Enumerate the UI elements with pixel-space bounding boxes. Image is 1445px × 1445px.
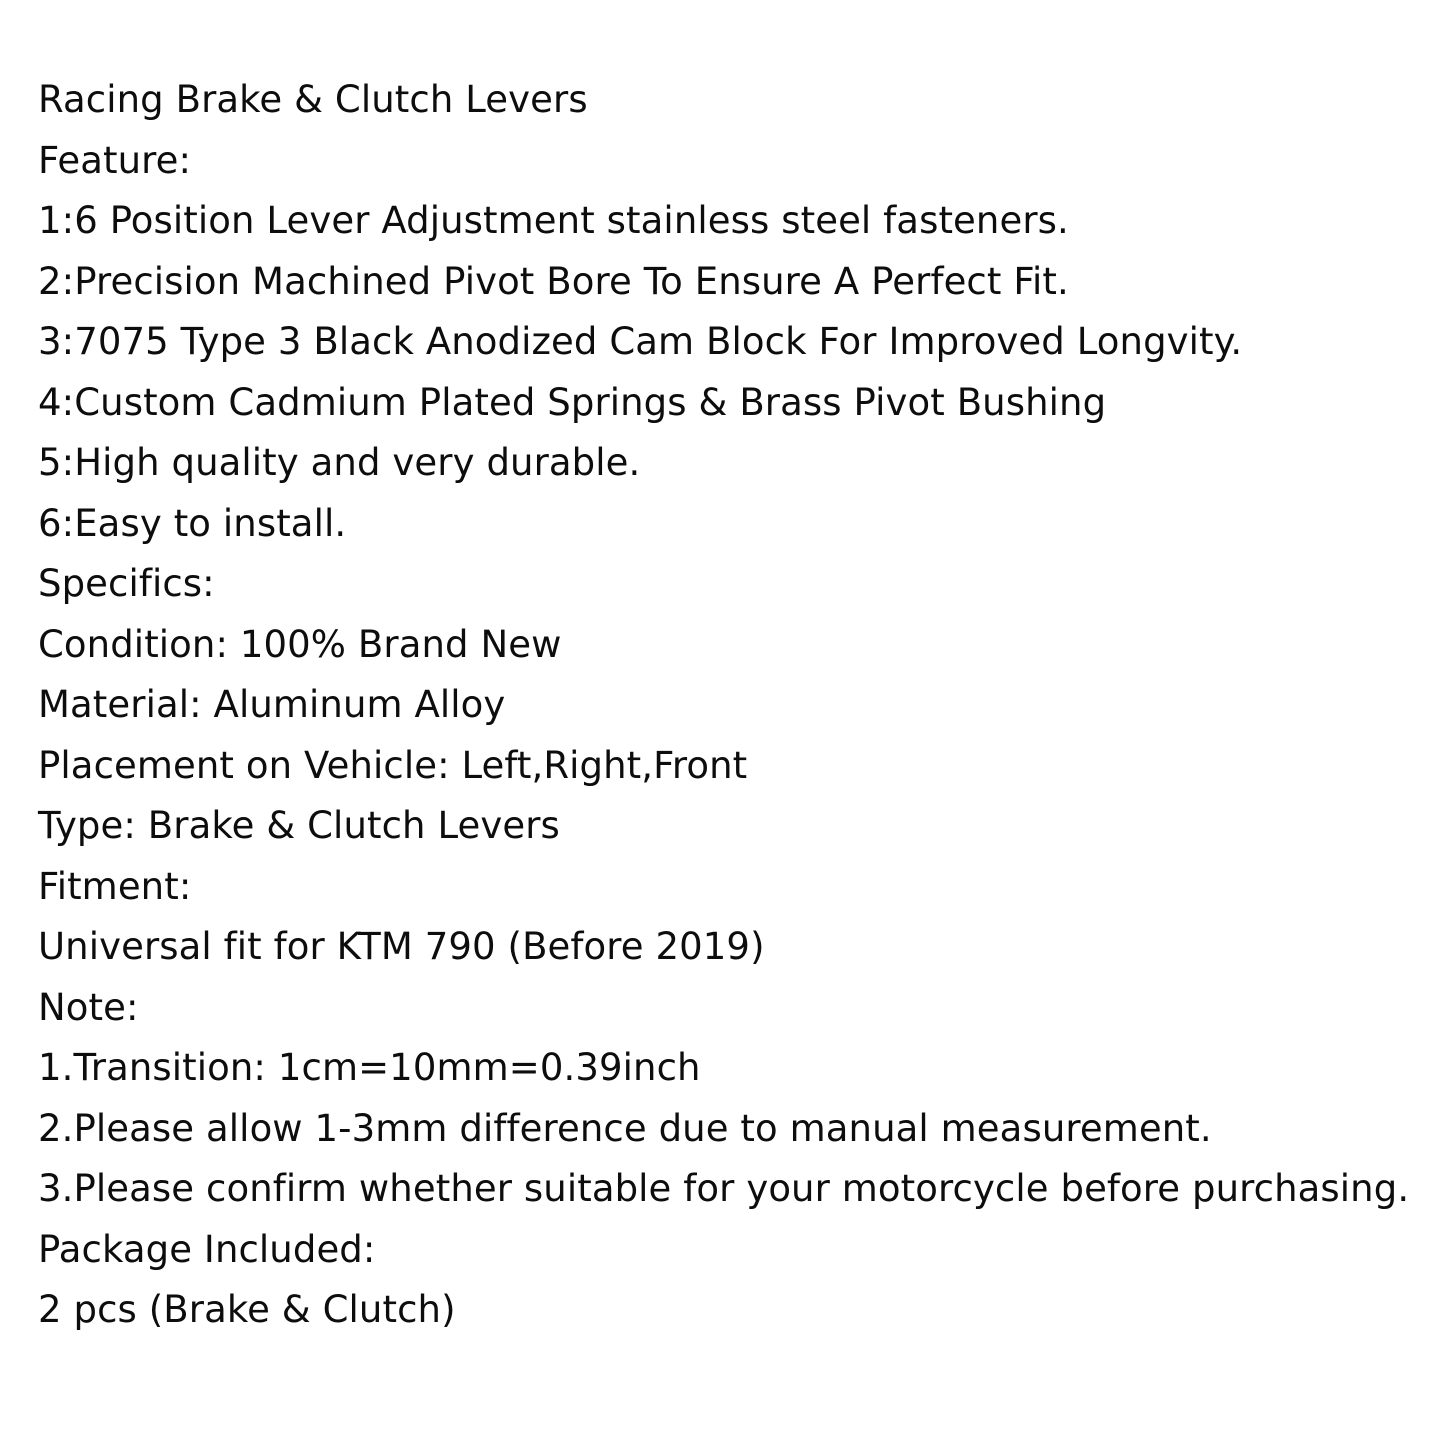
specifics-heading: Specifics: [38, 562, 215, 605]
description-text-block [38, 70, 1410, 1341]
feature-heading: Feature: [38, 138, 192, 182]
feature-item-2: 2:Precision Machined Pivot Bore To Ensure A Perfect Fit. [38, 259, 1069, 303]
feature-item-4: 4:Custom Cadmium Plated Springs & Brass Pivot Bushing [38, 380, 1107, 424]
spec-material: Material: Aluminum Alloy [38, 683, 506, 726]
spec-condition: Condition: 100% Brand New [38, 622, 562, 666]
note-item-3: 3.Please confirm whether suitable for your motorcycle before purchasing. [38, 1167, 1410, 1210]
feature-item-3: 3:7075 Type 3 Black Anodized Cam Block For Improved Longvity. [38, 320, 1243, 363]
note-item-1: 1.Transition: 1cm=10mm=0.39inch [38, 1046, 701, 1089]
product-title: Racing Brake & Clutch Levers [38, 78, 588, 121]
feature-item-6: 6:Easy to install. [38, 501, 347, 545]
note-item-2: 2.Please allow 1-3mm difference due to manual measurement. [38, 1106, 1212, 1150]
fitment-value: Universal fit for KTM 790 (Before 2019) [38, 925, 765, 968]
feature-item-1: 1:6 Position Lever Adjustment stainless steel fasteners. [38, 199, 1069, 242]
feature-item-5: 5:High quality and very durable. [38, 441, 641, 484]
fitment-heading: Fitment: [38, 864, 192, 908]
spec-type: Type: Brake & Clutch Levers [38, 804, 560, 847]
package-included-heading: Package Included: [38, 1227, 376, 1271]
package-included-value: 2 pcs (Brake & Clutch) [38, 1288, 456, 1331]
note-heading: Note: [38, 985, 139, 1029]
spec-placement: Placement on Vehicle: Left,Right,Front [38, 743, 748, 787]
